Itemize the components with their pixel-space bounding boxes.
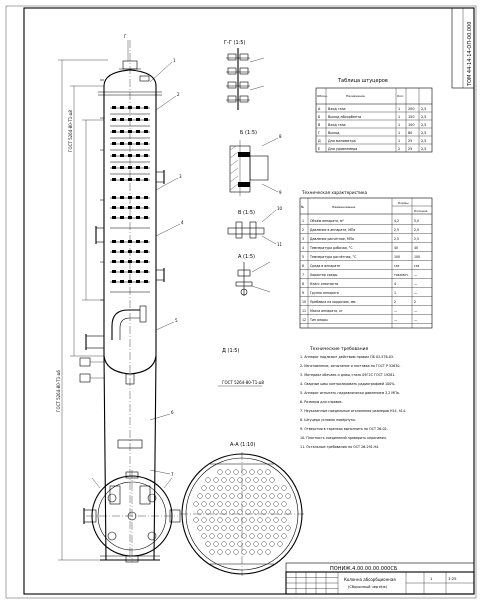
- spec-cell: 2,5: [414, 237, 420, 241]
- tray-hole: [274, 534, 279, 539]
- spec-cell: 5,0: [414, 219, 420, 223]
- nozzle-cell: 2: [398, 147, 401, 151]
- tray-hole: [286, 494, 291, 499]
- tray-hole: [222, 526, 227, 531]
- tray-hole: [262, 542, 267, 547]
- spec-cell: 10: [302, 300, 307, 304]
- note-line: 9. Отверстия в тарелках выполнить по ОСТ 26-02.: [300, 427, 388, 431]
- nozzle-cell: Д: [318, 139, 321, 143]
- spec-cell: Масса аппарата, кг: [310, 309, 343, 313]
- nozzle-cell: Б: [318, 115, 321, 119]
- spec-cell: Давление расчётное, МПа: [310, 237, 355, 241]
- nozzle-cell: Выход: [328, 131, 340, 135]
- tray-hole: [270, 494, 275, 499]
- tray-hole: [250, 550, 255, 555]
- tray-hole: [202, 502, 207, 507]
- view-gg-title: Г-Г (1:5): [224, 40, 246, 46]
- tray-hole: [222, 542, 227, 547]
- tray-hole: [214, 494, 219, 499]
- tray-hole: [242, 518, 247, 523]
- tray-hole: [238, 494, 243, 499]
- tray-hole: [206, 542, 211, 547]
- tray-hole: [266, 502, 271, 507]
- spec-cell: Группа аппарата: [310, 291, 339, 295]
- tray-hole: [202, 518, 207, 523]
- nozzle-cell: Е: [318, 147, 321, 151]
- tray-hole: [254, 526, 259, 531]
- view-v-title: В (1:5): [238, 210, 255, 216]
- view-b-title: Б (1:5): [240, 130, 257, 136]
- tray-hole: [198, 510, 203, 515]
- spec-cell: Давление в аппарате, МПа: [310, 228, 356, 232]
- tray-hole: [266, 470, 271, 475]
- notes-title: Технические требования: [310, 347, 369, 352]
- tray-hole: [278, 510, 283, 515]
- tray-hole: [286, 510, 291, 515]
- tray-hole: [202, 486, 207, 491]
- view-d-title: Д (1:5): [222, 348, 240, 354]
- tray-hole: [234, 550, 239, 555]
- tray-hole: [214, 478, 219, 483]
- tray-hole: [234, 534, 239, 539]
- spec-cell: 4,2: [394, 219, 400, 223]
- spec-cell: 5: [302, 255, 305, 259]
- svg-text:9: 9: [279, 190, 282, 195]
- nozzle-cell: Вход газа: [328, 123, 346, 127]
- nozzle-th-2: Кол.: [397, 94, 404, 98]
- tray-hole: [250, 518, 255, 523]
- title-designation: ПОНИЖ.4.00.00.00.000СБ: [330, 566, 398, 572]
- tray-hole: [246, 526, 251, 531]
- tray-hole: [270, 526, 275, 531]
- tray-hole: [254, 542, 259, 547]
- tray-hole: [258, 470, 263, 475]
- spec-cell: 12: [302, 318, 307, 322]
- title-block: [286, 563, 474, 594]
- tray-hole: [230, 510, 235, 515]
- nozzle-cell: 2,5: [421, 115, 427, 119]
- tray-hole: [254, 510, 259, 515]
- note-line: 7. Неуказанные предельные отклонения размеров H14, h14.: [300, 409, 407, 413]
- title-name-1: Колонна абсорбционная: [344, 577, 396, 582]
- spec-cell: —: [414, 291, 418, 295]
- tray-hole: [278, 494, 283, 499]
- spec-table: [300, 190, 432, 328]
- notes-block: [300, 345, 406, 449]
- view-aa-tray: [180, 442, 304, 576]
- spec-cell: Тип опоры: [310, 318, 328, 322]
- nozzle-cell: 100: [408, 123, 415, 127]
- tray-hole: [238, 542, 243, 547]
- tray-hole: [238, 510, 243, 515]
- tray-hole: [226, 502, 231, 507]
- tray-hole: [246, 478, 251, 483]
- tray-hole: [246, 510, 251, 515]
- nozzle-cell: 2,5: [421, 139, 427, 143]
- tray-hole: [206, 526, 211, 531]
- tray-hole: [234, 518, 239, 523]
- svg-text:1: 1: [173, 58, 176, 63]
- spec-cell: 2: [394, 300, 397, 304]
- nozzle-cell: 1: [398, 139, 401, 143]
- tray-hole: [246, 494, 251, 499]
- svg-text:4: 4: [181, 220, 184, 225]
- tray-hole: [214, 510, 219, 515]
- outer-frame: [6, 6, 476, 598]
- tray-hole: [266, 486, 271, 491]
- nozzle-cell: Вход газа: [328, 107, 346, 111]
- gost-label-3: ГОСТ 5264-80-Т1-∆8: [222, 380, 264, 385]
- spec-cell: 1: [302, 219, 305, 223]
- tray-hole: [218, 486, 223, 491]
- note-line: 1. Аппарат подлежит действию правил ПБ 03-576-03.: [300, 355, 395, 359]
- nozzle-th-1: Назначение: [346, 94, 365, 98]
- tray-hole: [210, 534, 215, 539]
- title-name-2: (Сборочный чертёж): [348, 585, 388, 589]
- svg-text:3: 3: [179, 174, 182, 179]
- nozzle-cell: Г: [318, 131, 321, 135]
- tray-hole: [234, 502, 239, 507]
- spec-cell: газ: [394, 264, 400, 268]
- spec-th-0: №: [301, 205, 305, 209]
- spec-cell: 6: [302, 264, 305, 268]
- spec-cell: Прибавка на коррозию, мм: [310, 300, 356, 304]
- nozzle-cell: Выход абсорбента: [328, 115, 362, 119]
- tray-hole: [226, 518, 231, 523]
- tray-hole: [282, 502, 287, 507]
- spec-cell: газ: [414, 264, 420, 268]
- inner-frame: [24, 8, 474, 594]
- tray-hole: [270, 542, 275, 547]
- spec-cell: Характер среды: [310, 273, 338, 277]
- tray-hole: [258, 518, 263, 523]
- svg-text:5: 5: [175, 318, 178, 323]
- spec-cell: 8: [302, 282, 305, 286]
- note-line: 2. Изготовление, испытание и поставка по ГОСТ Р 52630.: [300, 364, 401, 368]
- tray-hole: [234, 486, 239, 491]
- tray-hole: [278, 526, 283, 531]
- spec-cell: 9: [302, 291, 305, 295]
- spec-cell: Класс опасности: [310, 282, 339, 286]
- tray-hole: [218, 518, 223, 523]
- note-line: 8. Штуцера условно повёрнуты.: [300, 418, 356, 422]
- tray-hole: [242, 470, 247, 475]
- tray-hole: [254, 494, 259, 499]
- view-d: [218, 348, 264, 386]
- view-b: [230, 130, 282, 196]
- tray-hole: [206, 494, 211, 499]
- note-line: 10. Плотность соединений проверить керосином.: [300, 436, 387, 440]
- nozzle-cell: Для манометра: [328, 139, 356, 143]
- tray-hole: [258, 534, 263, 539]
- view-a-title: А (1:5): [238, 254, 255, 260]
- tray-hole: [258, 486, 263, 491]
- corner-stamp: [452, 8, 474, 88]
- tray-hole: [210, 502, 215, 507]
- nozzle-table-title: Таблица штуцеров: [338, 78, 388, 84]
- spec-cell: —: [394, 318, 398, 322]
- nozzle-cell: Для уровнемера: [328, 147, 358, 151]
- spec-cell: Температура рабочая, °С: [310, 246, 353, 250]
- svg-text:2: 2: [177, 92, 180, 97]
- tray-hole: [282, 486, 287, 491]
- tray-hole: [198, 494, 203, 499]
- nozzle-table: [316, 78, 432, 152]
- tray-hole: [222, 510, 227, 515]
- tray-hole: [282, 518, 287, 523]
- nozzle-cell: 1: [398, 115, 401, 119]
- tray-hole: [234, 470, 239, 475]
- nozzle-cell: 1: [398, 131, 401, 135]
- tray-hole: [226, 486, 231, 491]
- nozzle-cell: 200: [408, 107, 415, 111]
- svg-text:7: 7: [171, 472, 174, 477]
- spec-th-2: Нормы: [398, 201, 409, 205]
- nozzle-cell: 25: [408, 147, 413, 151]
- column-main-view: [56, 34, 184, 560]
- tray-hole: [194, 502, 199, 507]
- note-line: 3. Материал обечаек и днищ сталь 09Г2С ГОСТ 19281.: [300, 373, 396, 377]
- gost-label-1: ГОСТ 5264-80-Т1-∆8: [68, 110, 73, 152]
- svg-text:6: 6: [171, 410, 174, 415]
- tray-hole: [262, 510, 267, 515]
- spec-cell: 40: [414, 246, 419, 250]
- tray-hole: [226, 534, 231, 539]
- tray-hole: [206, 478, 211, 483]
- spec-cell: —: [414, 282, 418, 286]
- note-line: 6. Размеры для справок.: [300, 400, 343, 404]
- spec-cell: 2,5: [394, 237, 400, 241]
- spec-th-1: Наименование: [332, 205, 356, 209]
- nozzle-cell: 2,5: [421, 131, 427, 135]
- tray-hole: [218, 502, 223, 507]
- spec-cell: 2,5: [414, 228, 420, 232]
- spec-cell: токсичн.: [394, 273, 409, 277]
- tray-hole: [254, 478, 259, 483]
- tray-hole: [230, 542, 235, 547]
- note-line: 11. Остальные требования по ОСТ 26-291-94.: [300, 445, 380, 449]
- nozzle-cell: 150: [408, 115, 415, 119]
- tray-hole: [270, 510, 275, 515]
- gost-label-2: ГОСТ 5264-80-Т1-∆6: [56, 370, 61, 412]
- tray-hole: [250, 502, 255, 507]
- spec-cell: 1: [394, 291, 397, 295]
- tray-hole: [262, 526, 267, 531]
- tray-hole: [210, 550, 215, 555]
- nozzle-cell: А: [318, 107, 321, 111]
- nozzle-cell: 25: [408, 139, 413, 143]
- tray-hole: [274, 518, 279, 523]
- tray-hole: [230, 494, 235, 499]
- tray-hole: [230, 526, 235, 531]
- tray-hole: [246, 542, 251, 547]
- nozzle-cell: 80: [408, 131, 413, 135]
- tray-hole: [226, 550, 231, 555]
- tray-hole: [194, 518, 199, 523]
- tray-hole: [278, 542, 283, 547]
- tray-hole: [250, 470, 255, 475]
- plan-view: [84, 470, 180, 562]
- svg-text:8: 8: [279, 134, 282, 139]
- tray-hole: [274, 502, 279, 507]
- tray-hole: [226, 470, 231, 475]
- title-scale: 1:25: [448, 576, 457, 581]
- tray-hole: [250, 534, 255, 539]
- svg-text:11: 11: [277, 242, 283, 247]
- spec-cell: 11: [302, 309, 307, 313]
- tray-hole: [218, 534, 223, 539]
- view-gg: [224, 40, 264, 110]
- tray-hole: [274, 486, 279, 491]
- tray-hole: [222, 478, 227, 483]
- nozzle-cell: В: [318, 123, 321, 127]
- nozzle-cell: 2,5: [421, 107, 427, 111]
- tray-hole: [242, 534, 247, 539]
- nozzle-cell: 1: [398, 107, 401, 111]
- svg-text:10: 10: [277, 206, 283, 211]
- spec-cell: 4: [394, 282, 397, 286]
- tray-hole: [210, 518, 215, 523]
- spec-cell: 2: [414, 300, 417, 304]
- tray-hole: [266, 518, 271, 523]
- tray-hole: [202, 534, 207, 539]
- tray-hole: [222, 494, 227, 499]
- note-line: 5. Аппарат испытать гидравлически давлением 3,2 МПа.: [300, 391, 400, 395]
- tray-hole: [258, 502, 263, 507]
- tray-hole: [266, 550, 271, 555]
- spec-table-title: Техническая характеристика: [302, 190, 368, 195]
- tray-hole: [214, 526, 219, 531]
- tray-hole: [262, 478, 267, 483]
- note-line: 4. Сварные швы контролировать радиографией 100%.: [300, 382, 396, 386]
- view-a: [236, 254, 270, 296]
- tray-hole: [214, 542, 219, 547]
- tray-hole: [206, 510, 211, 515]
- spec-cell: —: [414, 309, 418, 313]
- tray-hole: [230, 478, 235, 483]
- title-sheets: 1: [430, 576, 433, 581]
- tray-hole: [242, 486, 247, 491]
- svg-text:Г: Г: [124, 34, 127, 39]
- tray-hole: [198, 526, 203, 531]
- spec-cell: Среда в аппарате: [310, 264, 341, 268]
- spec-cell: 3: [302, 237, 305, 241]
- nozzle-th-0: Обозн.: [317, 94, 328, 98]
- spec-cell: 4: [302, 246, 305, 250]
- tray-hole: [210, 486, 215, 491]
- spec-cell: —: [414, 273, 418, 277]
- nozzle-cell: 1: [398, 123, 401, 127]
- tray-hole: [286, 526, 291, 531]
- spec-cell: —: [414, 318, 418, 322]
- nozzle-cell: 2,5: [421, 147, 427, 151]
- spec-cell: Температура расчётная, °С: [310, 255, 357, 259]
- spec-cell: 100: [414, 255, 421, 259]
- stamp-code: ТОМ 44-14-14-ОП-00.000: [467, 21, 473, 86]
- tray-hole: [218, 470, 223, 475]
- tray-hole: [270, 478, 275, 483]
- tray-hole: [238, 526, 243, 531]
- tray-hole: [242, 550, 247, 555]
- spec-cell: 100: [394, 255, 401, 259]
- tray-hole: [266, 534, 271, 539]
- tray-hole: [258, 550, 263, 555]
- tray-hole: [250, 486, 255, 491]
- tray-hole: [242, 502, 247, 507]
- spec-cell: 2,5: [394, 228, 400, 232]
- spec-cell: 7: [302, 273, 305, 277]
- spec-th-3: Колонна: [414, 209, 428, 213]
- spec-cell: 40: [394, 246, 399, 250]
- tray-hole: [238, 478, 243, 483]
- view-v: [228, 206, 283, 247]
- spec-cell: Объём аппарата, м³: [310, 219, 344, 223]
- tray-hole: [262, 494, 267, 499]
- nozzle-cell: 2,5: [421, 123, 427, 127]
- tray-hole: [282, 534, 287, 539]
- spec-cell: —: [394, 309, 398, 313]
- view-aa-title: А-А (1:10): [230, 442, 256, 448]
- tray-hole: [218, 550, 223, 555]
- spec-cell: 2: [302, 228, 305, 232]
